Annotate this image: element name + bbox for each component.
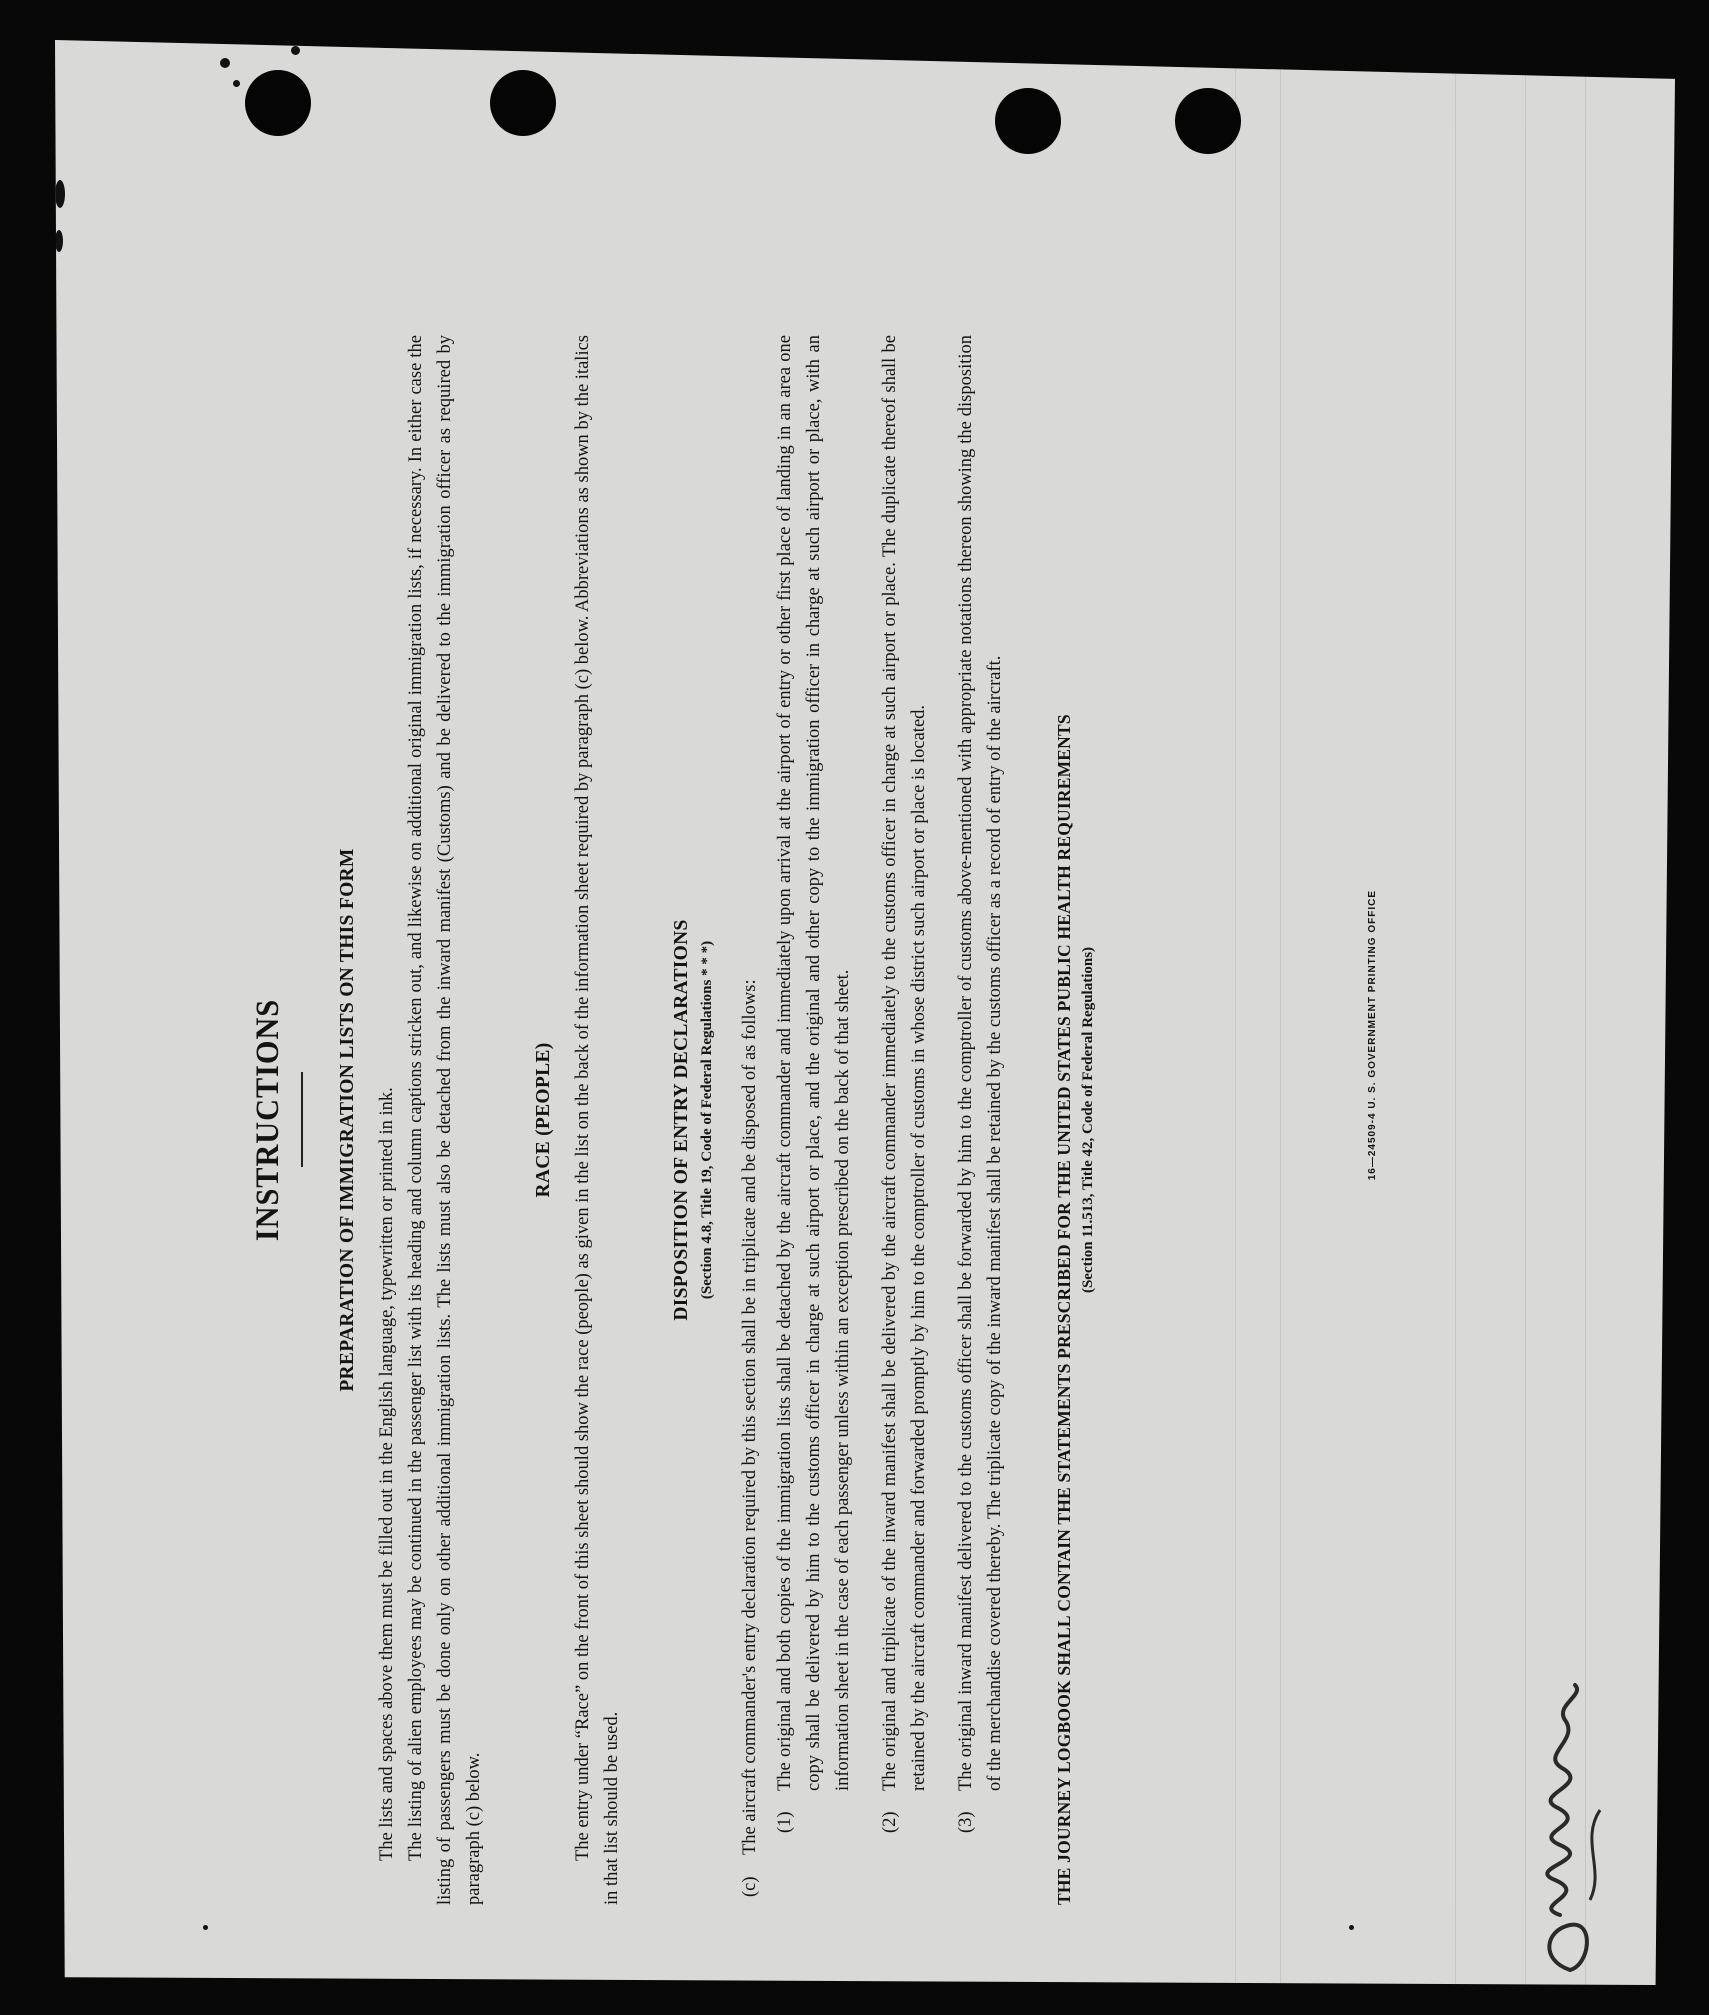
punch-hole <box>245 70 311 136</box>
section-heading: DISPOSITION OF ENTRY DECLARATIONS <box>671 919 692 1321</box>
item-number: (3) <box>956 1811 976 1833</box>
section-race <box>533 335 627 1905</box>
punch-hole <box>995 88 1061 154</box>
page-title: INSTRUCTIONS <box>250 998 286 1242</box>
item-text: The original and both copies of the immigration lists shall be detached by the aircraft commander and immediately upon arrival at the airport of entry or other first place of landing in an area one copy shall be delivered by him to the customs officer in charge at such airport or place, and the original and other copy to the immigration officer in charge at such airport or place, with an information sheet in the case of each passenger unless within an exception prescribed on the back of that sheet. <box>775 335 853 1791</box>
section-citation: (Section 4.8, Title 19, Code of Federal Regulations * * *) <box>699 940 715 1300</box>
section-preparation <box>337 335 489 1905</box>
paragraph: The lists and spaces above them must be filled out in the English language, typewritten or printed in ink. <box>377 1087 397 1861</box>
section-heading: PREPARATION OF IMMIGRATION LISTS ON THIS FORM <box>337 848 358 1392</box>
list-item <box>952 335 1010 1833</box>
punch-hole <box>490 70 556 136</box>
instructions-content <box>232 335 1412 1905</box>
item-text: The original inward manifest delivered to the customs officer shall be forwarded by him to the comptroller of customs above-mentioned with appropriate notations thereon showing the disposition of the merchandise covered thereby. The triplicate copy of the inward manifest shall be retained by the customs officer as a record of entry of the aircraft. <box>956 335 1005 1791</box>
list-item <box>876 335 934 1833</box>
logbook-citation: (Section 11.513, Title 42, Code of Federal Regulations) <box>1080 946 1096 1294</box>
disposition-list <box>771 335 1010 1833</box>
handwritten-signature <box>1500 1680 1620 1980</box>
item-text: The aircraft commander's entry declaration required by this section shall be in triplicate and be disposed of as follows: <box>740 979 760 1855</box>
printing-office-code: 16—24509-4 U. S. GOVERNMENT PRINTING OFFICE <box>1367 890 1378 1181</box>
punch-hole <box>1175 88 1241 154</box>
title-underline <box>301 1073 303 1168</box>
paragraph: The entry under “Race” on the front of this sheet should show the race (people) as given in the list on the back of the information sheet required by paragraph (c) below. Abbreviations as shown by the italics in that list should be used. <box>573 335 622 1905</box>
item-label: (c) <box>740 1876 760 1897</box>
list-item <box>771 335 858 1833</box>
item-text: The original and triplicate of the inward manifest shall be delivered by the aircraft commander immediately to the customs officer in charge at such airport or place. The duplicate thereof shall be retained by the aircraft commander and forwarded promptly by him to the comptroller of customs in whose district such airport or place is located. <box>880 335 929 1791</box>
section-disposition <box>671 335 1010 1905</box>
list-item <box>736 335 765 1897</box>
section-logbook <box>1050 335 1097 1905</box>
item-number: (1) <box>775 1811 795 1833</box>
item-number: (2) <box>880 1811 900 1833</box>
logbook-statement: THE JOURNEY LOGBOOK SHALL CONTAIN THE STATEMENTS PRESCRIBED FOR THE UNITED STATES PUBLIC HEALTH REQUIREMENTS <box>1054 714 1074 1905</box>
section-heading: RACE (PEOPLE) <box>533 1042 554 1198</box>
paragraph: The listing of alien employees may be continued in the passenger list with its heading and column captions stricken out, and likewise on additional original immigration lists, if necessary. In either case the listing of passengers must be done only on other additional immigration lists. The lists must also be detached from the inward manifest (Customs) and be delivered to the immigration officer as required by paragraph (c) below. <box>406 335 484 1905</box>
